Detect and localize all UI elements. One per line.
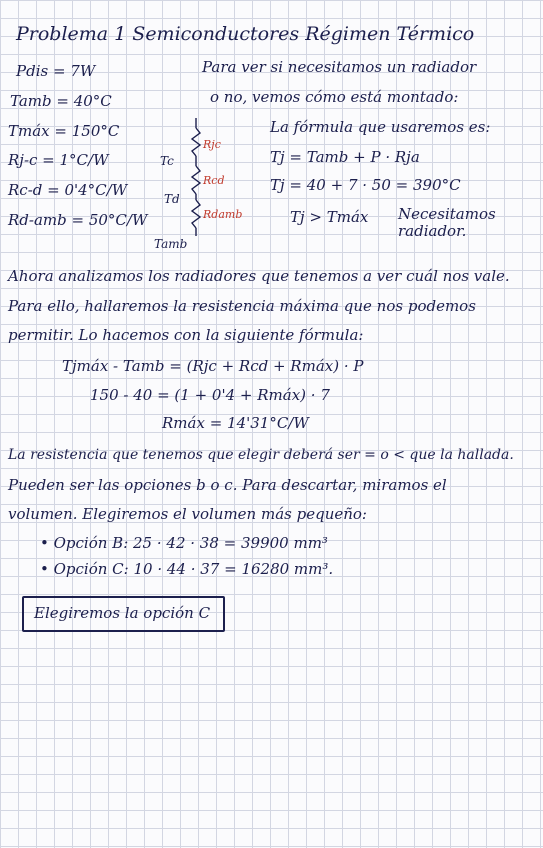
given-rdamb: Rd-amb = 50°C/W — [8, 211, 148, 229]
equation-rmax: Rmáx = 14'31°C/W — [162, 414, 309, 432]
paragraph2-line-3: volumen. Elegiremos el volumen más pequeño: — [8, 505, 367, 523]
given-rcd: Rc-d = 0'4°C/W — [8, 181, 128, 199]
given-rjc: Rj-c = 1°C/W — [8, 151, 109, 169]
paragraph2-line-2: Pueden ser las opciones b o c. Para descartar, miramos el — [8, 476, 447, 494]
label-rcd: Rcd — [203, 174, 225, 187]
final-answer-box — [22, 596, 225, 632]
resistor-rdamb — [192, 200, 200, 228]
label-rdamb: Rdamb — [203, 208, 243, 221]
formula-intro: La fórmula que usaremos es: — [270, 118, 491, 136]
compare-tj-tmax: Tj > Tmáx — [290, 208, 369, 226]
equation-tj-value: Tj = 40 + 7 · 50 = 390°C — [270, 176, 461, 194]
label-td: Td — [164, 192, 180, 206]
page-title: Problema 1 Semiconductores Régimen Térmico — [16, 23, 475, 45]
paragraph1-line-3: permitir. Lo hacemos con la siguiente fórmula: — [8, 326, 364, 344]
paragraph1-line-2: Para ello, hallaremos la resistencia máxima que nos podemos — [8, 297, 476, 315]
label-tamb: Tamb — [154, 237, 188, 251]
equation-thermal-balance: Tjmáx - Tamb = (Rjc + Rcd + Rmáx) · P — [62, 357, 364, 375]
equation-substituted: 150 - 40 = (1 + 0'4 + Rmáx) · 7 — [90, 386, 330, 404]
intro-line-1: Para ver si necesitamos un radiador — [202, 58, 477, 76]
option-b: • Opción B: 25 · 42 · 38 = 39900 mm³ — [40, 534, 328, 552]
paragraph2-line-1: La resistencia que tenemos que elegir deberá ser = o < que la hallada. — [8, 447, 514, 463]
resistor-rcd — [192, 166, 200, 194]
given-tmax: Tmáx = 150°C — [8, 122, 120, 140]
radiator-needed: Necesitamos radiador. — [398, 205, 496, 240]
label-rjc: Rjc — [203, 138, 221, 151]
option-c: • Opción C: 10 · 44 · 37 = 16280 mm³. — [40, 560, 334, 578]
resistor-rjc — [192, 128, 200, 156]
label-tc: Tc — [160, 154, 174, 168]
equation-tj: Tj = Tamb + P · Rja — [270, 148, 420, 166]
intro-line-2: o no, vemos cómo está montado: — [210, 88, 459, 106]
given-tamb: Tamb = 40°C — [10, 92, 112, 110]
paragraph1-line-1: Ahora analizamos los radiadores que tenemos a ver cuál nos vale. — [8, 267, 510, 285]
final-answer: Elegiremos la opción C — [34, 604, 211, 622]
given-pdis: Pdis = 7W — [16, 62, 96, 80]
